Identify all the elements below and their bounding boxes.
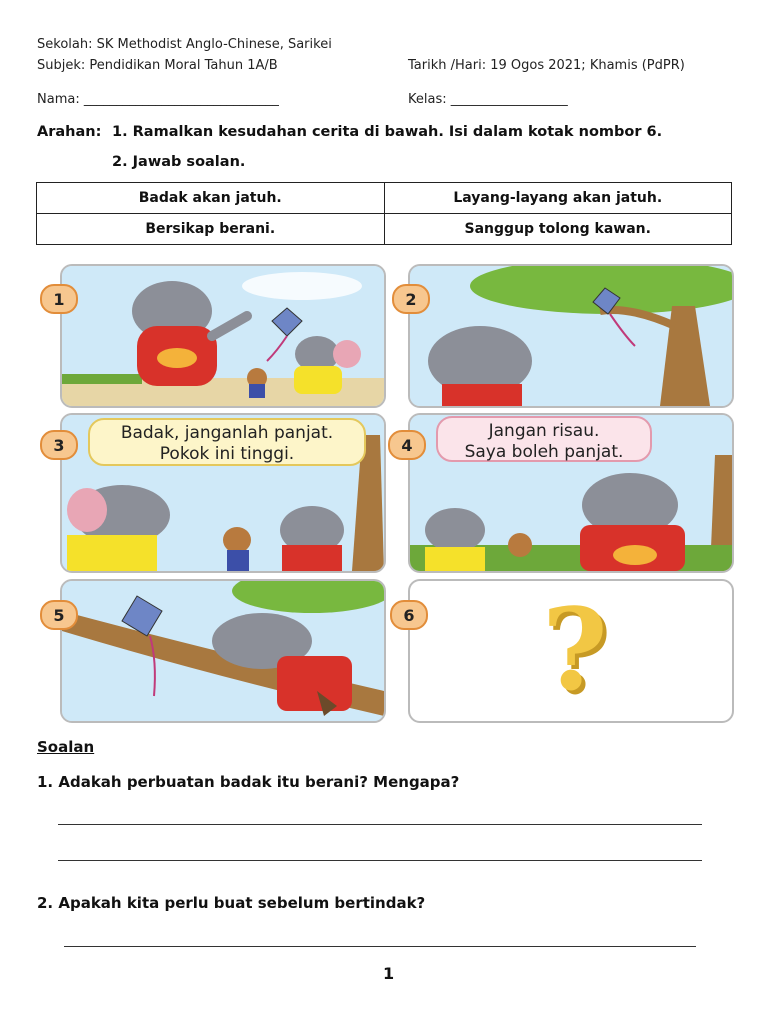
option-cell: Badak akan jatuh. <box>37 183 385 214</box>
comic-panel-1 <box>60 264 386 408</box>
instruction-1: 1. Ramalkan kesudahan cerita di bawah. Isi dalam kotak nombor 6. <box>112 124 663 140</box>
class-field[interactable]: Kelas: __________________ <box>408 92 568 107</box>
answer-line-1b[interactable] <box>58 860 702 861</box>
bubble-4-line-1: Jangan risau. <box>488 421 600 441</box>
subject: Subjek: Pendidikan Moral Tahun 1A/B <box>37 58 278 73</box>
panel-number-5: 5 <box>40 600 78 630</box>
question-mark-icon: ? <box>542 585 608 716</box>
panel-number-2: 2 <box>392 284 430 314</box>
table-row <box>37 183 732 214</box>
instructions-label: Arahan: <box>37 124 102 140</box>
school-name: Sekolah: SK Methodist Anglo-Chinese, Sarikei <box>37 37 332 52</box>
panel-number-6: 6 <box>390 600 428 630</box>
panel-number-3: 3 <box>40 430 78 460</box>
hippo-kite-scene <box>62 266 384 406</box>
option-cell: Sanggup tolong kawan. <box>384 214 732 245</box>
bubble-3-line-2: Pokok ini tinggi. <box>159 444 295 464</box>
comic-panel-2 <box>408 264 734 408</box>
hippo-climbs-tree-scene <box>62 581 384 721</box>
name-field[interactable]: Nama: ______________________________ <box>37 92 279 107</box>
hippo-looks-at-kite-scene <box>410 266 732 406</box>
instruction-2: 2. Jawab soalan. <box>112 154 246 170</box>
panel-number-1: 1 <box>40 284 78 314</box>
questions-heading: Soalan <box>37 738 95 756</box>
comic-panel-6-answer-box[interactable] <box>408 579 734 723</box>
answer-line-2[interactable] <box>64 946 696 947</box>
bubble-3-line-1: Badak, janganlah panjat. <box>120 423 334 443</box>
panel-number-4: 4 <box>388 430 426 460</box>
page-number: 1 <box>383 964 395 983</box>
date-day: Tarikh /Hari: 19 Ogos 2021; Khamis (PdPR) <box>408 58 685 73</box>
option-cell: Bersikap berani. <box>37 214 385 245</box>
speech-bubble-4 <box>436 416 652 462</box>
question-1: 1. Adakah perbuatan badak itu berani? Mengapa? <box>37 773 460 791</box>
options-table <box>36 182 732 245</box>
speech-bubble-3 <box>88 418 366 466</box>
question-2: 2. Apakah kita perlu buat sebelum bertindak? <box>37 894 426 912</box>
table-row <box>37 214 732 245</box>
comic-panel-5 <box>60 579 386 723</box>
answer-line-1a[interactable] <box>58 824 702 825</box>
bubble-4-line-2: Saya boleh panjat. <box>464 442 624 462</box>
option-cell: Layang-layang akan jatuh. <box>384 183 732 214</box>
